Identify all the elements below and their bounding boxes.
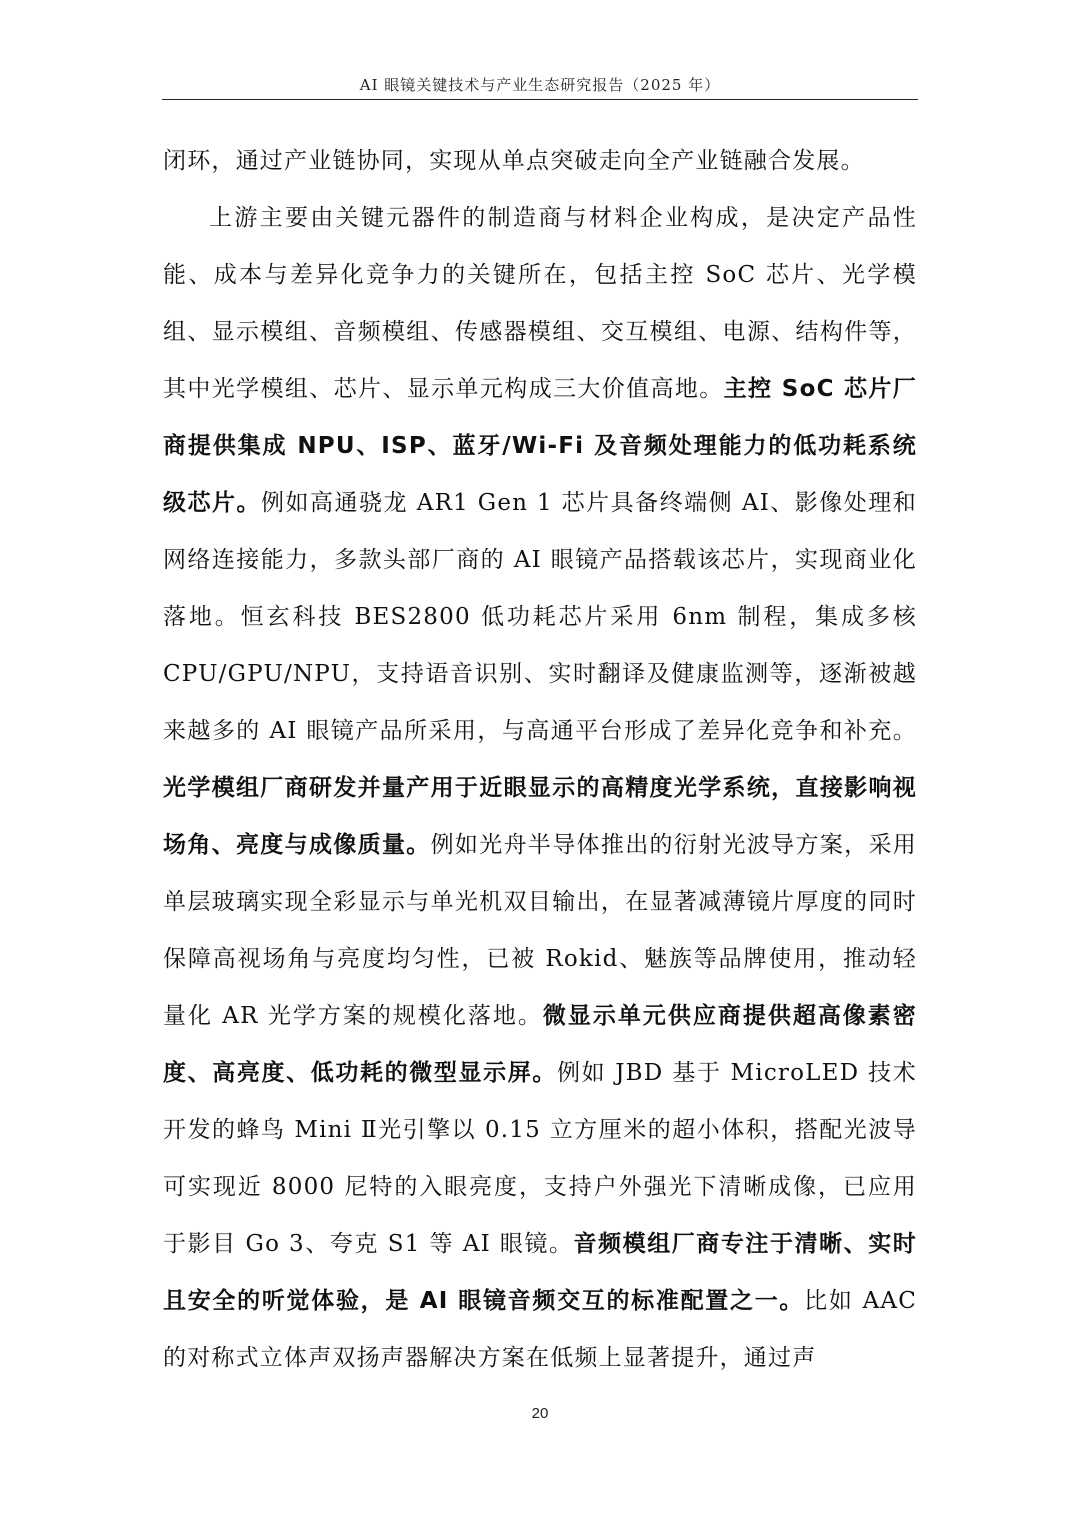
paragraph-upstream xyxy=(163,190,917,1387)
header-rule xyxy=(162,99,918,100)
paragraph-text: 例如高通骁龙 AR1 Gen 1 芯片具备终端侧 AI、影像处理和网络连接能力，多款头部厂商的 AI 眼镜产品搭载该芯片，实现商业化落地。恒玄科技 BES2800 低功耗芯片采用 6nm 制程，集成多核 CPU/GPU/NPU，支持语音识别、实时翻译及健康监测等，逐渐被越来越多的 AI 眼镜产品所采用，与高通平台形成了差异化竞争和补充。 xyxy=(163,490,917,744)
paragraph-text: 上游主要由关键元器件的制造商与材料企业构成，是决定产品性能、成本与差异化竞争力的关键所在，包括主控 SoC 芯片、光学模组、显示模组、音频模组、传感器模组、交互模组、电源、结构件等，其中光学模组、芯片、显示单元构成三大价值高地。 xyxy=(163,205,917,402)
bold-statement-audio: 音频模组厂商专注于清晰、实时且安全的听觉体验，是 AI 眼镜音频交互的标准配置之一。 xyxy=(163,1231,917,1314)
body-content xyxy=(163,133,917,1387)
paragraph-text: 比如 AAC 的对称式立体声双扬声器解决方案在低频上显著提升，通过声 xyxy=(163,1288,917,1371)
bold-statement-soc: 主控 SoC 芯片厂商提供集成 NPU、ISP、蓝牙/Wi-Fi 及音频处理能力的低功耗系统级芯片。 xyxy=(163,376,917,516)
page-number: 20 xyxy=(531,1405,549,1422)
paragraph-text: 例如 JBD 基于 MicroLED 技术开发的蜂鸟 Mini Ⅱ光引擎以 0.15 立方厘米的超小体积，搭配光波导可实现近 8000 尼特的入眼亮度，支持户外强光下清晰成像，已应用于影目 Go 3、夸克 S1 等 AI 眼镜。 xyxy=(163,1060,918,1257)
bold-statement-optics: 光学模组厂商研发并量产用于近眼显示的高精度光学系统，直接影响视场角、亮度与成像质量。 xyxy=(163,775,917,858)
paragraph-continuation: 闭环，通过产业链协同，实现从单点突破走向全产业链融合发展。 xyxy=(163,148,865,174)
paragraph-text: 例如光舟半导体推出的衍射光波导方案，采用单层玻璃实现全彩显示与单光机双目输出，在显著减薄镜片厚度的同时保障高视场角与亮度均匀性，已被 Rokid、魅族等品牌使用，推动轻量化 AR 光学方案的规模化落地。 xyxy=(163,832,917,1029)
running-header: AI 眼镜关键技术与产业生态研究报告（2025 年） xyxy=(359,76,721,94)
bold-statement-microdisplay: 微显示单元供应商提供超高像素密度、高亮度、低功耗的微型显示屏。 xyxy=(163,1003,918,1086)
